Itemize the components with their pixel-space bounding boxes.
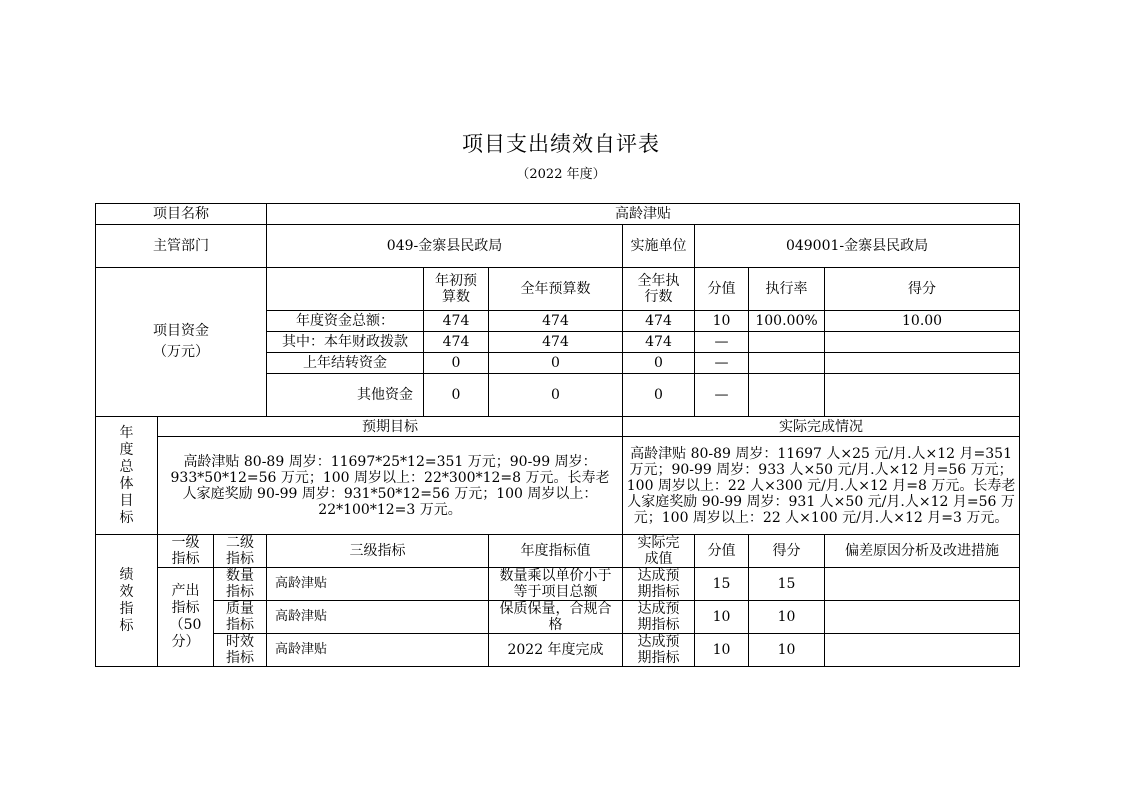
funds-cell: [825, 374, 1020, 417]
self-evaluation-table: [95, 203, 1020, 667]
funds-header-annual: 全年预算数: [489, 268, 623, 311]
dept-label: 主管部门: [96, 225, 267, 268]
funds-row-label: 上年结转资金: [267, 353, 424, 374]
funds-cell: 10: [695, 311, 749, 332]
ind-weight: 15: [695, 568, 749, 601]
funds-cell: 0: [424, 353, 489, 374]
goals-expected-header: 预期目标: [158, 417, 623, 437]
funds-cell: 474: [489, 311, 623, 332]
funds-cell: 0: [489, 353, 623, 374]
goals-expected-text: 高龄津贴 80-89 周岁：11697*25*12=351 万元；90-99 周岁：933*50*12=56 万元；100 周岁以上：22*300*12=8 万元。长寿老人家庭奖励 90-99 周岁：931*50*12=56 万元；100 周岁以上：22*100*12=3 万元。: [158, 437, 623, 535]
ind-level3: 高龄津贴: [267, 601, 489, 634]
funds-header-executed: 全年执行数: [623, 268, 695, 311]
ind-header-score: 得分: [749, 535, 825, 568]
funds-row-label: 年度资金总额：: [267, 311, 424, 332]
indicators-label: 绩效指标: [96, 535, 158, 667]
goals-actual-header: 实际完成情况: [623, 417, 1020, 437]
funds-cell: —: [695, 374, 749, 417]
funds-cell: [749, 332, 825, 353]
funds-header-score: 得分: [825, 268, 1020, 311]
funds-cell: 0: [623, 374, 695, 417]
funds-header-rate: 执行率: [749, 268, 825, 311]
fiscal-year: （2022 年度）: [516, 167, 606, 182]
goals-label: 年度总体目标: [96, 417, 158, 535]
funds-cell: 100.00%: [749, 311, 825, 332]
funds-cell: 474: [424, 332, 489, 353]
funds-cell: 474: [623, 332, 695, 353]
ind-weight: 10: [695, 601, 749, 634]
ind-weight: 10: [695, 634, 749, 667]
funds-cell: —: [695, 332, 749, 353]
ind-header-weight: 分值: [695, 535, 749, 568]
impl-label: 实施单位: [623, 225, 695, 268]
funds-cell: 474: [424, 311, 489, 332]
funds-cell: [825, 353, 1020, 374]
page-title: 项目支出绩效自评表: [462, 132, 660, 156]
ind-actual: 达成预期指标: [623, 634, 695, 667]
ind-score: 10: [749, 601, 825, 634]
ind-header-note: 偏差原因分析及改进措施: [825, 535, 1020, 568]
goals-actual-text: 高龄津贴 80-89 周岁：11697 人×25 元/月.人×12 月=351 万元；90-99 周岁：933 人×50 元/月.人×12 月=56 万元；100 周岁以上：22 人×300 元/月.人×12 月=8 万元。长寿老人家庭奖励 90-99 周岁：931 人×50 元/月.人×12 月=56 万元；100 周岁以上：22 人×100 元/月.人×12 月=3 万元。: [623, 437, 1020, 535]
ind-header-target: 年度指标值: [489, 535, 623, 568]
funds-cell: 0: [424, 374, 489, 417]
funds-cell: [749, 353, 825, 374]
ind-target: 2022 年度完成: [489, 634, 623, 667]
ind-score: 10: [749, 634, 825, 667]
ind-note: [825, 634, 1020, 667]
ind-level2: 时效指标: [214, 634, 267, 667]
ind-note: [825, 601, 1020, 634]
ind-target: 数量乘以单价小于等于项目总额: [489, 568, 623, 601]
funds-cell: 474: [489, 332, 623, 353]
funds-header-weight: 分值: [695, 268, 749, 311]
ind-actual: 达成预期指标: [623, 568, 695, 601]
ind-level2: 质量指标: [214, 601, 267, 634]
ind-header-level3: 三级指标: [267, 535, 489, 568]
funds-label: 项目资金（万元）: [96, 268, 267, 417]
ind-score: 15: [749, 568, 825, 601]
funds-row-label: 其他资金: [267, 374, 424, 417]
ind-level3: 高龄津贴: [267, 568, 489, 601]
funds-cell: [749, 374, 825, 417]
ind-target: 保质保量，合规合格: [489, 601, 623, 634]
funds-cell: [825, 332, 1020, 353]
dept-value: 049-金寨县民政局: [267, 225, 623, 268]
funds-cell: 474: [623, 311, 695, 332]
ind-header-level1: 一级指标: [158, 535, 214, 568]
ind-level1: 产出指标（50 分）: [158, 568, 214, 667]
funds-cell: 0: [489, 374, 623, 417]
project-name-value: 高龄津贴: [267, 204, 1020, 225]
ind-header-level2: 二级指标: [214, 535, 267, 568]
ind-level3: 高龄津贴: [267, 634, 489, 667]
ind-level2: 数量指标: [214, 568, 267, 601]
ind-header-actual: 实际完成值: [623, 535, 695, 568]
impl-value: 049001-金寨县民政局: [695, 225, 1020, 268]
funds-row-label: 其中：本年财政拨款: [267, 332, 424, 353]
funds-cell: 0: [623, 353, 695, 374]
ind-actual: 达成预期指标: [623, 601, 695, 634]
project-name-label: 项目名称: [96, 204, 267, 225]
funds-cell: 10.00: [825, 311, 1020, 332]
funds-header-blank: [267, 268, 424, 311]
funds-cell: —: [695, 353, 749, 374]
ind-note: [825, 568, 1020, 601]
funds-header-initial: 年初预算数: [424, 268, 489, 311]
